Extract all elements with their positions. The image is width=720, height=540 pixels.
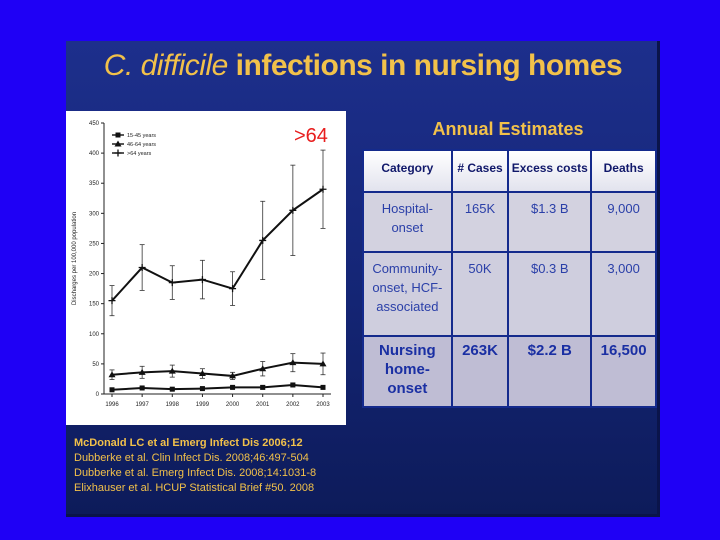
x-tick-label: 1997 — [135, 402, 149, 408]
data-point — [169, 279, 176, 286]
y-axis-label: Discharges per 100,000 population — [72, 211, 78, 306]
x-tick-label: 1998 — [165, 402, 179, 408]
data-point — [290, 382, 295, 387]
data-point — [170, 387, 175, 392]
data-point — [260, 385, 265, 390]
title-rest: infections in nursing homes — [227, 49, 623, 82]
data-point — [230, 385, 235, 390]
y-tick-label: 300 — [88, 211, 99, 218]
reference-item: Elixhauser et al. HCUP Statistical Brief #50. 2008 — [74, 482, 315, 494]
x-tick-label: 1996 — [105, 402, 119, 408]
x-tick-label: 2000 — [225, 402, 240, 408]
reference-item: McDonald LC et al Emerg Infect Dis 2006;12 — [74, 437, 303, 449]
slide-title — [66, 49, 660, 83]
legend-marker — [116, 133, 121, 138]
header-deaths: Deaths — [591, 150, 656, 192]
table-row — [363, 252, 656, 336]
cell-cases: 50K — [452, 252, 509, 336]
reference-item: Dubberke et al. Clin Infect Dis. 2008;46:497-504 — [74, 452, 309, 464]
y-tick-label: 100 — [88, 331, 99, 338]
table-row — [363, 336, 656, 407]
cell-category: Hospital- onset — [363, 192, 452, 252]
cell-deaths: 3,000 — [591, 252, 656, 336]
cell-costs: $0.3 B — [508, 252, 591, 336]
header-category: Category — [363, 150, 452, 192]
y-tick-label: 400 — [88, 151, 99, 158]
cell-category: Community- onset, HCF- associated — [363, 252, 452, 336]
x-tick-label: 2001 — [256, 402, 270, 408]
data-point — [200, 386, 205, 391]
table-row — [363, 192, 656, 252]
y-tick-label: 150 — [88, 301, 99, 308]
legend-marker — [115, 150, 122, 157]
data-point — [199, 276, 206, 283]
slide — [66, 41, 660, 517]
cell-deaths: 9,000 — [591, 192, 656, 252]
header-costs: Excess costs — [508, 150, 591, 192]
y-tick-label: 0 — [95, 392, 99, 398]
cell-cases: 165K — [452, 192, 509, 252]
title-organism: C. difficile — [103, 49, 228, 82]
annual-estimates-table — [362, 149, 657, 408]
x-tick-label: 2003 — [316, 402, 330, 408]
cell-category: Nursing home- onset — [363, 336, 452, 407]
table-title: Annual Estimates — [432, 119, 584, 139]
chart-panel — [66, 111, 346, 425]
y-tick-label: 350 — [88, 181, 99, 188]
y-tick-label: 50 — [92, 361, 99, 368]
highlight-label: >64 — [294, 125, 328, 147]
reference-item: Dubberke et al. Emerg Infect Dis. 2008;14:1031-8 — [74, 467, 317, 479]
legend-label: 15-45 years — [127, 133, 157, 139]
discharge-line-chart — [66, 111, 346, 425]
y-tick-label: 200 — [88, 271, 99, 278]
y-tick-label: 250 — [88, 241, 99, 248]
cell-costs: $1.3 B — [508, 192, 591, 252]
references — [74, 436, 316, 496]
data-point — [321, 385, 326, 390]
x-tick-label: 2002 — [286, 402, 300, 408]
cell-cases: 263K — [452, 336, 509, 407]
data-point — [140, 385, 145, 390]
cell-deaths: 16,500 — [591, 336, 656, 407]
y-tick-label: 450 — [88, 121, 99, 127]
legend-label: >64 years — [127, 151, 152, 157]
x-tick-label: 1999 — [195, 402, 210, 408]
data-point — [110, 387, 115, 392]
legend-label: 46-64 years — [127, 142, 157, 148]
header-cases: # Cases — [452, 150, 509, 192]
cell-costs: $2.2 B — [508, 336, 591, 407]
